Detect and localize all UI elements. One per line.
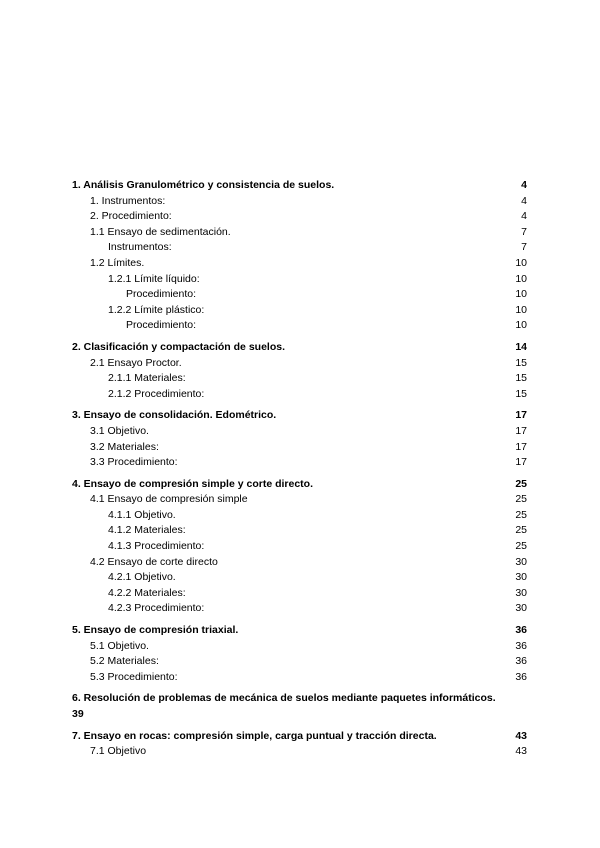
toc-section-heading[interactable]	[72, 691, 527, 722]
toc-page-number: 17	[515, 456, 527, 469]
toc-page-number: 10	[515, 272, 527, 285]
toc-entry-title: Procedimiento:	[126, 319, 197, 332]
toc-page-number: 25	[515, 477, 527, 490]
toc-page-number: 30	[515, 586, 527, 599]
toc-entry[interactable]	[72, 194, 527, 210]
toc-entry-title: 4.1 Ensayo de compresión simple	[90, 493, 248, 506]
toc-section-heading[interactable]	[72, 729, 527, 745]
toc-entry-title: 1.2.2 Límite plástico:	[108, 303, 205, 316]
toc-page-number: 14	[515, 340, 527, 353]
toc-page-number: 30	[515, 602, 527, 615]
toc-entry-title: 2.1 Ensayo Proctor.	[90, 356, 182, 369]
toc-entry-title: 3.3 Procedimiento:	[90, 456, 178, 469]
toc-entry[interactable]	[72, 272, 527, 288]
toc-page-number: 15	[515, 372, 527, 385]
toc-entry-title: 1.2 Límites.	[90, 256, 145, 269]
toc-entry[interactable]	[72, 492, 527, 508]
toc-entry-title: 5. Ensayo de compresión triaxial.	[72, 624, 239, 637]
toc-page-number: 15	[515, 356, 527, 369]
toc-page-number: 36	[515, 670, 527, 683]
toc-entry[interactable]	[72, 639, 527, 655]
toc-entry-title: 2. Procedimiento:	[90, 210, 172, 223]
toc-entry[interactable]	[72, 356, 527, 372]
toc-entry[interactable]	[72, 287, 527, 303]
toc-entry[interactable]	[72, 586, 527, 602]
toc-entry-title: 2. Clasificación y compactación de suelos.	[72, 340, 285, 353]
toc-page-number: 43	[515, 729, 527, 742]
toc-page-number: 17	[515, 409, 527, 422]
toc-entry-title: 1. Análisis Granulométrico y consistencia de suelos.	[72, 179, 335, 191]
toc-entry[interactable]	[72, 371, 527, 387]
toc-entry[interactable]	[72, 601, 527, 617]
toc-section-heading[interactable]	[72, 178, 527, 194]
toc-page-number: 17	[515, 424, 527, 437]
toc-entry[interactable]	[72, 318, 527, 334]
toc-page-number: 10	[515, 288, 527, 301]
toc-entry-title: 5.3 Procedimiento:	[90, 670, 178, 683]
toc-entry[interactable]	[72, 256, 527, 272]
toc-entry-title: 4.2.3 Procedimiento:	[108, 602, 205, 615]
toc-entry[interactable]	[72, 303, 527, 319]
toc-section-heading[interactable]	[72, 477, 527, 493]
toc-page-number: 10	[515, 319, 527, 332]
toc-entry[interactable]	[72, 539, 527, 555]
toc-entry-title: 2.1.1 Materiales:	[108, 372, 186, 385]
toc-page-number: 25	[515, 508, 527, 521]
toc-page-number: 30	[515, 555, 527, 568]
toc-entry-title: 4. Ensayo de compresión simple y corte directo.	[72, 477, 313, 490]
toc-entry[interactable]	[72, 455, 527, 471]
toc-entry-title: 1.2.1 Límite líquido:	[108, 272, 200, 285]
toc-page-number: 17	[515, 440, 527, 453]
toc-entry-title: 5.1 Objetivo.	[90, 639, 149, 652]
toc-entry-title: Procedimiento:	[126, 288, 197, 301]
toc-entry-title: 3.1 Objetivo.	[90, 424, 149, 437]
toc-entry-title: 3.2 Materiales:	[90, 440, 159, 453]
toc-page-number: 36	[515, 639, 527, 652]
toc-entry-title: 1.1 Ensayo de sedimentación.	[90, 225, 231, 238]
toc-entry[interactable]	[72, 209, 527, 225]
toc-page-number: 25	[515, 493, 527, 506]
toc-entry[interactable]	[72, 240, 527, 256]
toc-entry-title: 5.2 Materiales:	[90, 655, 159, 668]
toc-page-number: 43	[515, 745, 527, 758]
toc-page-number: 4	[521, 194, 527, 207]
toc-page-number: 36	[515, 624, 527, 637]
toc-entry[interactable]	[72, 654, 527, 670]
toc-entry-title: 4.2 Ensayo de corte directo	[90, 555, 218, 568]
toc-entry-title: 4.1.2 Materiales:	[108, 524, 186, 537]
toc-entry[interactable]	[72, 440, 527, 456]
toc-entry[interactable]	[72, 424, 527, 440]
toc-page-number: 30	[515, 571, 527, 584]
toc-entry[interactable]	[72, 387, 527, 403]
toc-section-heading[interactable]	[72, 408, 527, 424]
toc-entry-title: 4.2.1 Objetivo.	[108, 571, 176, 584]
toc-page-number: 7	[521, 241, 527, 254]
toc-page-number: 4	[521, 179, 527, 191]
toc-page-number: 4	[521, 210, 527, 223]
toc-page-number: 7	[521, 225, 527, 238]
toc-entry-title: 7. Ensayo en rocas: compresión simple, carga puntual y tracción directa.	[72, 729, 437, 742]
toc-entry-title: 1. Instrumentos:	[90, 194, 166, 207]
toc-entry-title: 7.1 Objetivo	[90, 745, 147, 758]
toc-page-number: 39	[72, 708, 84, 720]
toc-page-number: 10	[515, 256, 527, 269]
toc-page-number: 25	[515, 540, 527, 553]
toc-entry-title: 4.2.2 Materiales:	[108, 586, 186, 599]
toc-entry[interactable]	[72, 523, 527, 539]
toc-section-heading[interactable]	[72, 340, 527, 356]
table-of-contents	[72, 178, 527, 760]
toc-entry-title: 4.1.3 Procedimiento:	[108, 540, 205, 553]
toc-entry[interactable]	[72, 555, 527, 571]
toc-page-number: 15	[515, 387, 527, 400]
toc-section-heading[interactable]	[72, 623, 527, 639]
toc-entry-title: 2.1.2 Procedimiento:	[108, 387, 205, 400]
toc-entry-title: 6. Resolución de problemas de mecánica de suelos mediante paquetes informáticos.	[72, 692, 496, 705]
toc-entry[interactable]	[72, 508, 527, 524]
toc-page-number: 25	[515, 524, 527, 537]
toc-entry[interactable]	[72, 670, 527, 686]
toc-entry-title: Instrumentos:	[108, 241, 172, 254]
toc-entry-title: 3. Ensayo de consolidación. Edométrico.	[72, 409, 277, 422]
toc-entry[interactable]	[72, 225, 527, 241]
toc-entry[interactable]	[72, 744, 527, 760]
toc-page-number: 36	[515, 655, 527, 668]
toc-entry[interactable]	[72, 570, 527, 586]
toc-entry-title: 4.1.1 Objetivo.	[108, 508, 176, 521]
toc-page-number: 10	[515, 303, 527, 316]
